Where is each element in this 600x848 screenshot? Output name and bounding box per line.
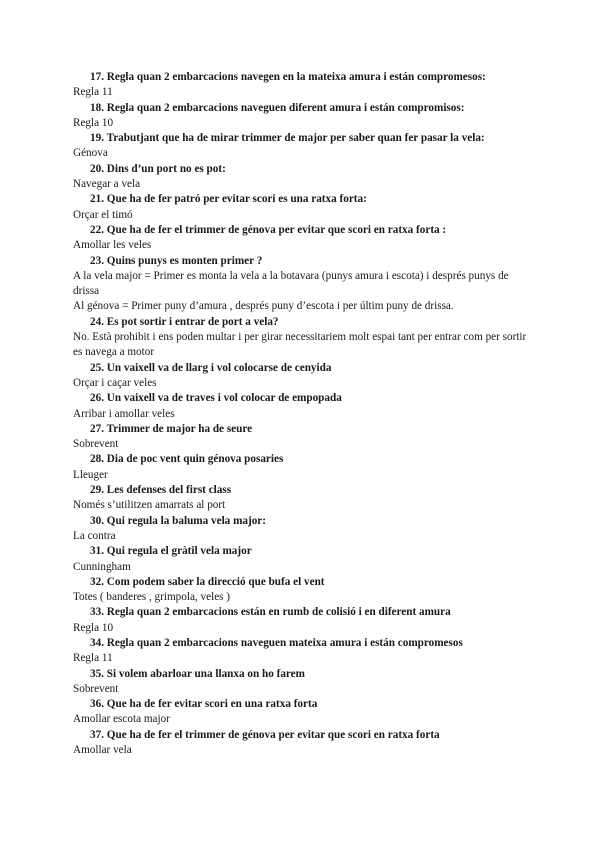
question-text: 31. Qui regula el gràtil vela major (90, 545, 252, 558)
question-text: 34. Regla quan 2 embarcacions naveguen mateixa amura i están compromesos (90, 636, 463, 649)
answer-text: Regla 11 (73, 652, 113, 665)
qa-item (73, 162, 533, 193)
question-text: 29. Les defenses del first class (90, 484, 232, 497)
question-text: 23. Quins punys es monten primer ? (90, 254, 263, 267)
qa-item (73, 131, 533, 162)
answer-text: Cunningham (73, 560, 131, 573)
answer-block (73, 651, 533, 666)
qa-item (73, 101, 533, 132)
answer-block (73, 560, 533, 575)
answer-text: Orçar i caçar veles (73, 376, 157, 389)
answer-text: Sobrevent (73, 682, 119, 695)
answer-text: Sobrevent (73, 438, 119, 451)
answer-text: Al génova = Primer puny d’amura , després puny d’escota i per últim puny de drissa. (73, 300, 454, 313)
qa-item (73, 254, 533, 315)
answer-text: Génova (73, 147, 108, 160)
question-list (73, 70, 533, 758)
question-text: 18. Regla quan 2 embarcacions naveguen diferent amura i están compromisos: (90, 101, 465, 114)
answer-text: Arribar i amollar veles (73, 407, 175, 420)
answer-text: Totes ( banderes , grimpola, veles ) (73, 591, 231, 604)
answer-block (73, 208, 533, 223)
answer-text: Amollar vela (73, 744, 132, 757)
answer-block (73, 621, 533, 636)
question-text: 21. Que ha de fer patró per evitar scori es una ratxa forta: (90, 193, 367, 206)
qa-item (73, 514, 533, 545)
question-text: 20. Dins d’un port no es pot: (90, 162, 226, 175)
answer-block (73, 682, 533, 697)
answer-block (73, 437, 533, 452)
qa-item (73, 422, 533, 453)
answer-text: La contra (73, 529, 116, 542)
question-text: 25. Un vaixell va de llarg i vol colocarse de cenyida (90, 361, 332, 374)
qa-item (73, 315, 533, 361)
answer-text: Navegar a vela (73, 178, 141, 191)
question-text: 22. Que ha de fer el trimmer de génova per evitar que scori en ratxa forta : (90, 223, 447, 236)
qa-item (73, 605, 533, 636)
answer-text: Lleuger (73, 468, 108, 481)
qa-item (73, 636, 533, 667)
answer-block (73, 529, 533, 544)
qa-item (73, 192, 533, 223)
answer-block (73, 590, 533, 605)
question-text: 26. Un vaixell va de traves i vol colocar de empopada (90, 392, 342, 405)
answer-text: Regla 10 (73, 621, 114, 634)
answer-block (73, 407, 533, 422)
question-text: 19. Trabutjant que ha de mirar trimmer de major per saber quan fer pasar la vela: (90, 132, 485, 145)
question-text: 24. Es pot sortir i entrar de port a vela? (90, 315, 279, 328)
answer-text: Orçar el timó (73, 208, 133, 221)
answer-block (73, 330, 533, 361)
answer-text: Amollar les veles (73, 239, 152, 252)
answer-block (73, 269, 533, 315)
question-text: 30. Qui regula la baluma vela major: (90, 514, 266, 527)
qa-item (73, 361, 533, 392)
question-text: 17. Regla quan 2 embarcacions navegen en la mateixa amura i están compromesos: (90, 71, 486, 83)
answer-block (73, 116, 533, 131)
question-text: 32. Com podem saber la direcció que bufa el vent (90, 575, 325, 588)
qa-item (73, 391, 533, 422)
answer-block (73, 85, 533, 100)
answer-block (73, 238, 533, 253)
answer-block (73, 712, 533, 727)
answer-text: Amollar escota major (73, 713, 170, 726)
qa-item (73, 70, 533, 101)
question-text: 28. Dia de poc vent quin génova posaries (90, 453, 284, 466)
question-text: 27. Trimmer de major ha de seure (90, 422, 253, 435)
answer-text: A la vela major = Primer es monta la vela a la botavara (punys amura i escota) i després punys de drissa (73, 269, 509, 298)
answer-block (73, 743, 533, 758)
answer-block (73, 177, 533, 192)
qa-item (73, 697, 533, 728)
qa-item (73, 223, 533, 254)
qa-item (73, 575, 533, 606)
qa-item (73, 667, 533, 698)
question-text: 35. Si volem abarloar una llanxa on ho farem (90, 667, 305, 680)
answer-block (73, 146, 533, 161)
question-text: 36. Que ha de fer evitar scori en una ratxa forta (90, 698, 318, 711)
qa-item (73, 544, 533, 575)
answer-text: Només s’utilitzen amarrats al port (73, 499, 226, 512)
qa-item (73, 483, 533, 514)
qa-item (73, 728, 533, 759)
answer-block (73, 498, 533, 513)
answer-text: Regla 11 (73, 86, 113, 99)
question-text: 37. Que ha de fer el trimmer de génova per evitar que scori en ratxa forta (90, 728, 440, 741)
answer-text: No. Està prohibit i ens poden multar i per girar necessitariem molt espai tant per entrar com per sortir es navega a motor (73, 331, 527, 359)
answer-block (73, 468, 533, 483)
answer-text: Regla 10 (73, 116, 114, 129)
answer-block (73, 376, 533, 391)
qa-item (73, 452, 533, 483)
question-text: 33. Regla quan 2 embarcacions están en rumb de colisió i en diferent amura (90, 606, 451, 619)
